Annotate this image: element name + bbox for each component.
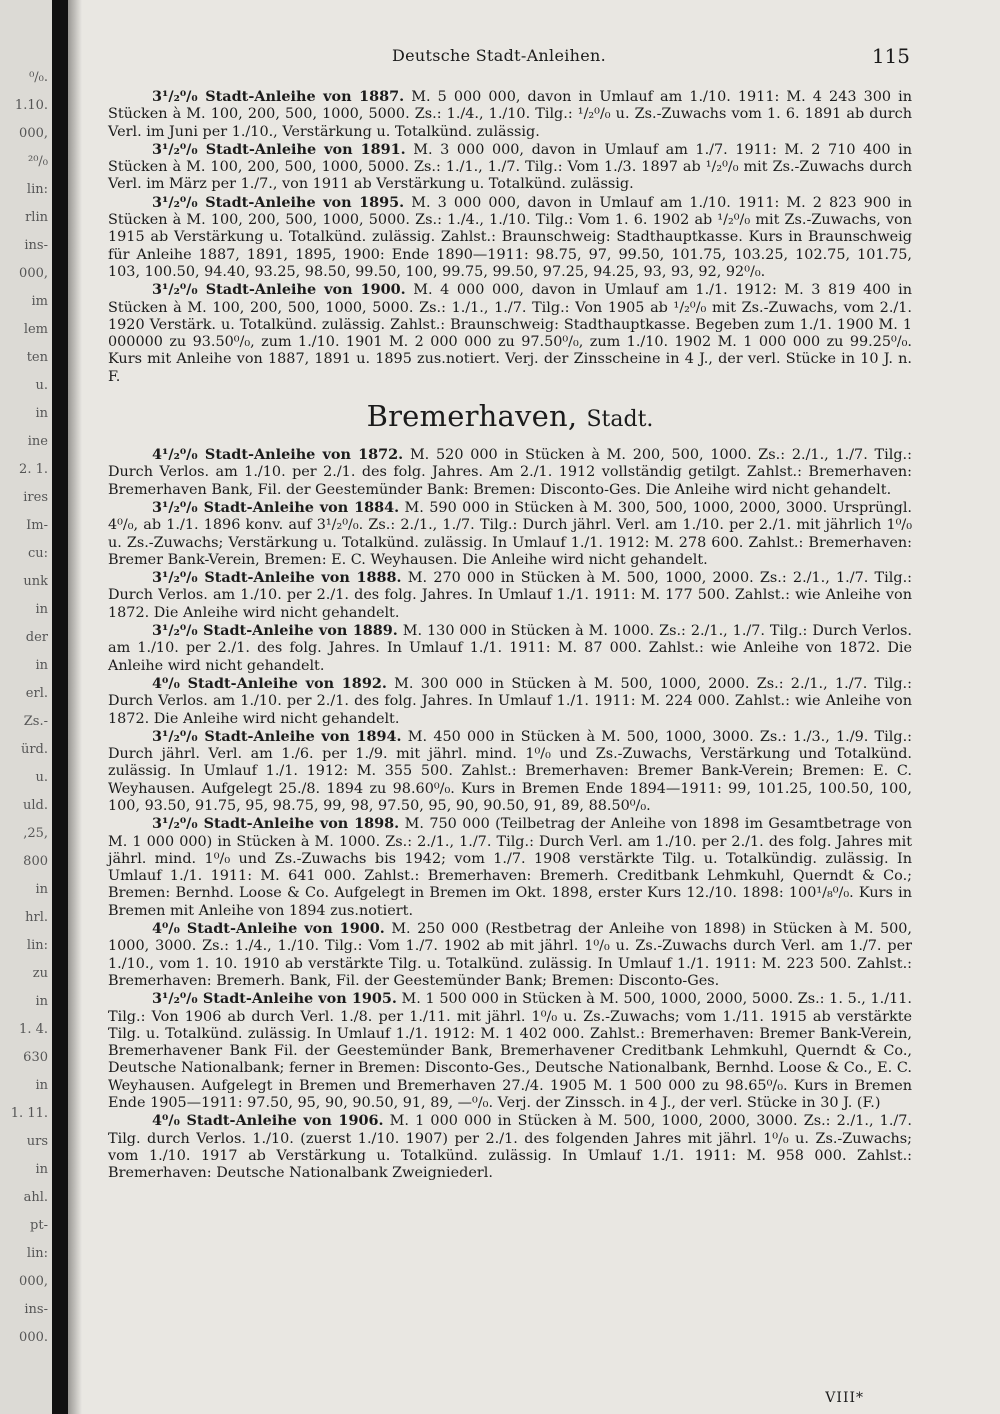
prev-page-fragment: 000. (19, 1330, 48, 1345)
prev-page-fragment: ürd. (20, 742, 48, 757)
page (86, 36, 912, 1406)
prev-page-fragment: erl. (25, 686, 48, 701)
section-place: Bremerhaven, (366, 399, 578, 434)
section-title (108, 399, 912, 437)
prev-page-fragment: 2. 1. (19, 462, 48, 477)
entries (108, 88, 912, 1183)
prev-page-fragment: u. (35, 770, 48, 785)
loan-entry (108, 815, 912, 920)
loan-text: M. 250 000 (Restbetrag der Anleihe von 1898) in Stücken à M. 500, 1000, 3000. Zs.: 1./4., 1./10. Tilg.: Vom 1./7. 1902 ab mit jährl. 1⁰/₀ u. Zs.-Zuwachs durch Verl. am 1./7. per 1./10., vom 1. 10. 1910 ab verstärkte Tilg. u. Totalkünd. zulässig. In Umlauf 1./1. 1911: M. 223 500. Zahlst.: Bremerhaven: Bremerh. Bank, Fil. der Geestemünder Bank; Bremen: Disconto-Ges. (108, 921, 912, 989)
prev-page-fragment: uld. (23, 798, 48, 813)
loan-text: M. 520 000 in Stücken à M. 200, 500, 1000. Zs.: 2./1., 1./7. Tilg.: Durch Verlos. am 1./10. per 2./1. des folg. Jahres. Am 2./1. 1912 vollständig getilgt. Zahlst.: Bremerhaven: Bremerhaven Bank, Fil. der Geestemünder Bank: Bremen: Disconto-Ges. Die Anleihe wird nicht gehandelt. (108, 447, 912, 498)
loan-text: M. 3 000 000, davon in Umlauf am 1./10. 1911: M. 2 823 900 in Stücken à M. 100, 200, 500, 1000, 5000. Zs.: 1./4., 1./10. Tilg.: Vom 1. 6. 1902 ab ¹/₂⁰/₀ mit Zs.-Zuwachs, von 1915 ab Verstärkung u. Totalkünd. zulässig. Zahlst.: Braunschweig: Stadthauptkasse. Kurs in Braunschweig für Anleihe 1887, 1891, 1895, 1900: Ende 1890—1911: 98.75, 97, 99.50, 101.75, 103.25, 102.75, 101.75, 103, 100.50, 94.40, 93.25, 98.50, 99.50, 100, 99.75, 99.50, 97.25, 94.25, 93, 93, 92, 92⁰/₀. (108, 194, 912, 280)
loan-heading: 4⁰/₀ Stadt-Anleihe von 1892. (152, 674, 387, 692)
loan-entry (108, 446, 912, 499)
prev-page-fragment: zu (32, 966, 48, 981)
loan-entry (108, 281, 912, 386)
prev-page-fragment: u. (35, 378, 48, 393)
prev-page-fragment: in (35, 1162, 48, 1177)
loan-entry (108, 88, 912, 141)
loan-text: M. 4 000 000, davon in Umlauf am 1./1. 1912: M. 3 819 400 in Stücken à M. 100, 200, 500, 1000, 5000. Zs.: 1./1., 1./7. Tilg.: Von 1905 ab ¹/₂⁰/₀ mit Zs.-Zuwachs, vom 2./1. 1920 Verstärk. u. Totalkünd. zulässig. Zahlst.: Braunschweig: Stadthauptkasse. Begeben zum 1./1. 1900 M. 1 000000 zu 93.50⁰/₀, zum 1./10. 1901 M. 2 000 000 zu 97.50⁰/₀, zum 1./10. 1902 M. 1 000 000 zu 99.25⁰/₀. Kurs mit Anleihe von 1887, 1891 u. 1895 zus.notiert. Verj. der Zinsscheine in 4 J., der verl. Stücke in 10 J. n. F. (108, 282, 912, 385)
loan-text: M. 130 000 in Stücken à M. 1000. Zs.: 2./1., 1./7. Tilg.: Durch Verlos. am 1./10. per 2./1. des folg. Jahres. In Umlauf 1./1. 1911: M. 87 000. Zahlst.: wie Anleihe von 1872. Die Anleihe wird nicht gehandelt. (108, 623, 912, 674)
prev-page-fragment: lin: (26, 182, 48, 197)
prev-page-fragment: unk (23, 574, 48, 589)
prev-page-fragment: ahl. (23, 1190, 48, 1205)
prev-page-fragment: Zs.- (23, 714, 48, 729)
prev-page-fragment: hrl. (25, 910, 48, 925)
loan-entry (108, 499, 912, 569)
loan-text: M. 590 000 in Stücken à M. 300, 500, 1000, 2000, 3000. Ursprüngl. 4⁰/₀, ab 1./1. 1896 konv. auf 3¹/₂⁰/₀. Zs.: 2./1., 1./7. Tilg.: Durch jährl. Verl. am 1./10. per 2./1. mit jährlich 1⁰/₀ u. Zs.-Zuwachs; Verstärkung u. Totalkünd. zulässig. In Umlauf 1./1. 1912: M. 278 600. Zahlst.: Bremerhaven: Bremer Bank-Verein, Bremen: E. C. Weyhausen. Die Anleihe wird nicht gehandelt. (108, 499, 912, 568)
loan-heading: 3¹/₂⁰/₀ Stadt-Anleihe von 1891. (152, 140, 406, 158)
loan-heading: 3¹/₂⁰/₀ Stadt-Anleihe von 1895. (152, 193, 405, 211)
loan-entry (108, 141, 912, 194)
prev-page-fragment: in (35, 994, 48, 1009)
previous-page-edge (0, 0, 52, 1414)
prev-page-fragment: lin: (26, 938, 48, 953)
prev-page-fragment: in (35, 882, 48, 897)
loan-text: M. 3 000 000, davon in Umlauf am 1./7. 1911: M. 2 710 400 in Stücken à M. 100, 200, 500, 1000, 5000. Zs.: 1./1., 1./7. Tilg.: Vom 1./3. 1897 ab ¹/₂⁰/₀ mit Zs.-Zuwachs durch Verl. im März per 1./7., von 1911 ab Verstärkung u. Totalkünd. zulässig. (108, 141, 912, 193)
prev-page-fragment: 800 (23, 854, 48, 869)
loan-entry (108, 569, 912, 622)
prev-page-fragment: in (35, 602, 48, 617)
prev-page-fragment: pt- (30, 1218, 48, 1233)
prev-page-fragment: 1. 4. (19, 1022, 48, 1037)
entries-braunschweig (108, 88, 912, 386)
loan-heading: 3¹/₂⁰/₀ Stadt-Anleihe von 1887. (152, 88, 405, 105)
section-kind: Stadt. (586, 407, 654, 433)
running-title: Deutsche Stadt-Anleihen. (392, 46, 606, 65)
prev-page-fragment: in (35, 1078, 48, 1093)
prev-page-fragment: 1. 11. (10, 1106, 48, 1121)
loan-text: M. 5 000 000, davon in Umlauf am 1./10. 1911: M. 4 243 300 in Stücken à M. 100, 200, 500, 1000, 5000. Zs.: 1./4., 1./10. Tilg.: ¹/₂⁰/₀ u. Zs.-Zuwachs vom 1. 6. 1891 ab durch Verl. im Juni per 1./10., Verstärkung u. Totalkünd. zulässig. (108, 89, 912, 140)
loan-heading: 4⁰/₀ Stadt-Anleihe von 1906. (152, 1112, 384, 1130)
prev-page-fragment: ten (26, 350, 48, 365)
prev-page-fragment: 000, (19, 126, 48, 141)
loan-text: M. 450 000 in Stücken à M. 500, 1000, 3000. Zs.: 1./3., 1./9. Tilg.: Durch jährl. Verl. am 1./6. per 1./9. mit jährl. mind. 1⁰/₀ und Zs.-Zuwachs, Verstärkung und Totalkünd. zulässig. In Umlauf 1./1. 1912: M. 355 500. Zahlst.: Bremerhaven: Bremer Bank-Verein; Bremen: E. C. Weyhausen. Aufgelegt 25./8. 1894 zu 98.60⁰/₀. Kurs in Bremen Ende 1894—1911: 99, 101.25, 100.50, 100, 100, 93.50, 91.75, 95, 98.75, 99, 98, 97.50, 95, 90, 90.50, 91, 89, 88.50⁰/₀. (108, 728, 912, 814)
loan-entry (108, 622, 912, 675)
prev-page-fragment: ires (23, 490, 48, 505)
loan-entry (108, 1112, 912, 1182)
loan-entry (108, 920, 912, 990)
prev-page-fragment: 000, (19, 266, 48, 281)
prev-page-fragment: im (31, 294, 48, 309)
prev-page-fragment: rlin (25, 210, 48, 225)
prev-page-fragment: in (35, 658, 48, 673)
prev-page-fragment: Im- (26, 518, 48, 533)
loan-entry (108, 728, 912, 815)
loan-text: M. 750 000 (Teilbetrag der Anleihe von 1898 im Gesamtbetrage von M. 1 000 000) in Stücken à M. 1000. Zs.: 2./1., 1./7. Tilg.: Durch Verl. am 1./10. per 2./1. des folg. Jahres mit jährl. mind. 1⁰/₀ und Zs.-Zuwachs bis 1942; vom 1./7. 1908 verstärkte Tilg. u. Totalkündig. zulässig. In Umlauf 1./1. 1911: M. 641 000. Zahlst.: Bremerhaven: Bremerh. Creditbank Lehmkuhl, Querndt & Co.; Bremen: Bernhd. Loose & Co. Aufgelegt in Bremen im Okt. 1898, erster Kurs 12./10. 1898: 100¹/₈⁰/₀. Kurs in Bremen mit Anleihe von 1894 zus.notiert. (108, 816, 912, 919)
loan-heading: 3¹/₂⁰/₀ Stadt-Anleihe von 1894. (152, 727, 402, 745)
loan-text: M. 1 000 000 in Stücken à M. 500, 1000, 2000, 3000. Zs.: 2./1., 1./7. Tilg. durch Verlos. 1./10. (zuerst 1./10. 1907) per 2./1. des folgenden Jahres mit jährl. 1⁰/₀ u. Zs.-Zuwachs; vom 1./10. 1917 ab Verstärkung u. Totalkünd. zulässig. In Umlauf 1./1. 1911: M. 958 000. Zahlst.: Bremerhaven: Deutsche Nationalbank Zweigniederl. (108, 1113, 912, 1182)
prev-page-fragment: 000, (19, 1274, 48, 1289)
loan-heading: 3¹/₂⁰/₀ Stadt-Anleihe von 1888. (152, 569, 402, 587)
running-head (86, 44, 912, 68)
loan-heading: 3¹/₂⁰/₀ Stadt-Anleihe von 1905. (152, 990, 397, 1008)
prev-page-fragment: ins- (24, 1302, 48, 1317)
entries-bremerhaven (108, 446, 912, 1182)
prev-page-fragment: ²⁰/₀ (27, 154, 48, 169)
loan-text: M. 1 500 000 in Stücken à M. 500, 1000, 2000, 5000. Zs.: 1. 5., 1./11. Tilg.: Von 1906 ab durch Verl. 1./8. per 1./11. mit jährl. 1⁰/₀ u. Zs.-Zuwachs; vom 1./11. 1915 ab verstärkte Tilg. u. Totalkünd. zulässig. In Umlauf 1./1. 1912: M. 1 402 000. Zahlst.: Bremerhaven: Bremer Bank-Verein, Bremerhavener Bank Fil. der Geestemünder Bank, Bremerhavener Creditbank Lehmkuhl, Querndt & Co., Deutsche Nationalbank; ferner in Bremen: Disconto-Ges., Deutsche Nationalbank, Bernhd. Loose & Co., E. C. Weyhausen. Aufgelegt in Bremen und Bremerhaven 27./4. 1905 M. 1 500 000 zu 98.65⁰/₀. Kurs in Bremen Ende 1905—1911: 97.50, 95, 90, 90.50, 91, 89, —⁰/₀. Verj. der Zinssch. in 4 J., der verl. Stücke in 30 J. (F.) (108, 991, 912, 1112)
prev-page-fragment: ⁰/₀. (29, 70, 48, 85)
prev-page-fragment: 630 (23, 1050, 48, 1065)
prev-page-fragment: cu: (27, 546, 48, 561)
prev-page-fragment: 1.10. (14, 98, 48, 113)
loan-text: M. 300 000 in Stücken à M. 500, 1000, 2000. Zs.: 2./1., 1./7. Tilg.: Durch Verlos. am 1./10. per 2./1. des folg. Jahres. In Umlauf 1./1. 1911: M. 224 000. Zahlst.: wie Anleihe von 1872. Die Anleihe wird nicht gehandelt. (108, 675, 912, 727)
loan-entry (108, 990, 912, 1112)
loan-heading: 3¹/₂⁰/₀ Stadt-Anleihe von 1889. (152, 622, 398, 640)
loan-text: M. 270 000 in Stücken à M. 500, 1000, 2000. Zs.: 2./1., 1./7. Tilg.: Durch Verlos. am 1./10. per 2./1. des folg. Jahres. In Umlauf 1./1. 1911: M. 177 500. Zahlst.: wie Anleihe von 1872. Die Anleihe wird nicht gehandelt. (108, 570, 912, 621)
loan-entry (108, 194, 912, 281)
prev-page-fragment: urs (26, 1134, 48, 1149)
loan-heading: 3¹/₂⁰/₀ Stadt-Anleihe von 1900. (152, 281, 406, 299)
prev-page-fragment: lem (23, 322, 48, 337)
signature-mark: VIII* (825, 1390, 864, 1406)
prev-page-fragment: ine (27, 434, 48, 449)
prev-page-fragment: in (35, 406, 48, 421)
prev-page-fragment: lin: (26, 1246, 48, 1261)
prev-page-fragment: der (25, 630, 48, 645)
book-spine (52, 0, 68, 1414)
spine-shadow (68, 0, 82, 1414)
prev-page-fragment: ins- (24, 238, 48, 253)
page-number: 115 (871, 44, 910, 68)
prev-page-fragment: ,25, (23, 826, 48, 841)
loan-heading: 4¹/₂⁰/₀ Stadt-Anleihe von 1872. (152, 446, 404, 464)
loan-heading: 4⁰/₀ Stadt-Anleihe von 1900. (152, 920, 385, 938)
loan-entry (108, 675, 912, 728)
loan-heading: 3¹/₂⁰/₀ Stadt-Anleihe von 1884. (152, 498, 400, 516)
loan-heading: 3¹/₂⁰/₀ Stadt-Anleihe von 1898. (152, 815, 400, 833)
